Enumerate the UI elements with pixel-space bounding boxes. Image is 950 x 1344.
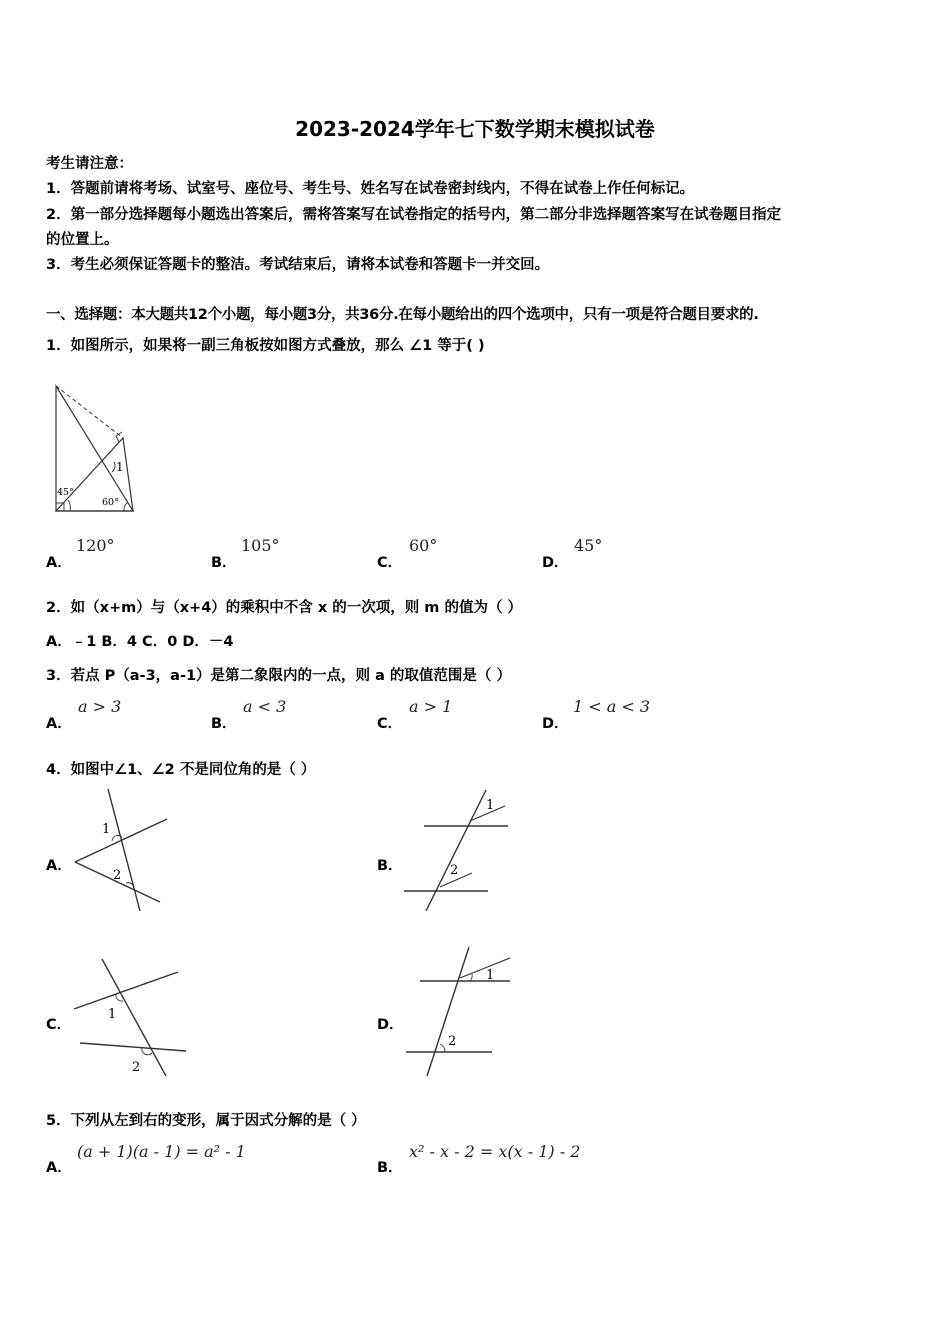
q1-angle45-arc bbox=[68, 500, 70, 511]
q2-stem: 2．如（x+m）与（x+4）的乘积中不含 x 的一次项，则 m 的值为（ ） bbox=[46, 600, 522, 616]
q4d-angle1-label: 1 bbox=[486, 968, 495, 983]
q1-option-c-value: 60° bbox=[409, 536, 438, 555]
q5-option-a-value: (a + 1)(a - 1) = a² - 1 bbox=[77, 1142, 246, 1161]
notice-item-2: 2．第一部分选择题每小题选出答案后，需将答案写在试卷指定的括号内，第二部分非选择题答案写在试卷题目指定 bbox=[46, 207, 782, 223]
q1-option-b-value: 105° bbox=[241, 536, 280, 555]
q4d-ray-1 bbox=[460, 958, 510, 978]
notice-heading: 考生请注意： bbox=[46, 156, 133, 172]
notice-item-2-cont: 的位置上。 bbox=[46, 232, 119, 248]
q4-figure-a bbox=[70, 785, 170, 915]
q3-option-c-label: C． bbox=[377, 716, 403, 732]
q1-option-d-value: 45° bbox=[574, 536, 603, 555]
q1-option-b-label: B． bbox=[211, 555, 237, 571]
q4-option-c-label: C． bbox=[46, 1017, 72, 1033]
q3-option-a-value: a > 3 bbox=[78, 697, 122, 716]
q4c-line-2 bbox=[80, 1043, 186, 1051]
q4a-transversal bbox=[108, 789, 140, 911]
q5-stem: 5．下列从左到右的变形，属于因式分解的是（ ） bbox=[46, 1113, 366, 1129]
q4b-angle2-label: 2 bbox=[450, 863, 459, 878]
q3-option-d-value: 1 < a < 3 bbox=[573, 697, 651, 716]
q4-figure-b bbox=[400, 785, 515, 915]
q4-figure-c bbox=[70, 955, 195, 1080]
q1-angle45-label: 45° bbox=[57, 487, 74, 498]
q4b-angle1-label: 1 bbox=[486, 798, 495, 813]
q4c-angle1-label: 1 bbox=[108, 1007, 117, 1022]
q2-options: A．﹣1 B．4 C．0 D．－4 bbox=[46, 634, 234, 650]
q3-option-b-value: a < 3 bbox=[243, 697, 287, 716]
q1-angle60-label: 60° bbox=[102, 497, 119, 508]
q4-figure-d bbox=[400, 944, 515, 1080]
q4a-angle1-label: 1 bbox=[102, 822, 111, 837]
q4-option-d-label: D． bbox=[377, 1017, 404, 1033]
q4a-angle2-label: 2 bbox=[113, 868, 122, 883]
q3-option-b-label: B． bbox=[211, 716, 237, 732]
q5-option-b-value: x² - x - 2 = x(x - 1) - 2 bbox=[409, 1142, 581, 1161]
notice-item-1: 1．答题前请将考场、试室号、座位号、考生号、姓名写在试卷密封线内，不得在试卷上作任何标记。 bbox=[46, 181, 695, 197]
q4c-angle2-label: 2 bbox=[132, 1060, 141, 1075]
q4a-line-1 bbox=[75, 819, 167, 862]
q4d-angle1-arc bbox=[470, 974, 472, 981]
notice-item-3: 3．考生必须保证答题卡的整洁。考试结束后，请将本试卷和答题卡一并交回。 bbox=[46, 257, 550, 273]
q3-stem: 3．若点 P（a-3，a-1）是第二象限内的一点，则 a 的取值范围是（ ） bbox=[46, 668, 511, 684]
q4-stem: 4．如图中∠1、∠2 不是同位角的是（ ） bbox=[46, 762, 316, 778]
q1-option-a-value: 120° bbox=[76, 536, 115, 555]
q4d-angle2-label: 2 bbox=[448, 1034, 457, 1049]
q4-option-a-label: A． bbox=[46, 858, 72, 874]
q1-figure bbox=[46, 378, 146, 516]
section-heading: 一、选择题：本大题共12个小题，每小题3分，共36分.在每小题给出的四个选项中，只有一项是符合题目要求的. bbox=[46, 307, 759, 323]
q1-option-c-label: C． bbox=[377, 555, 403, 571]
q5-option-a-label: A． bbox=[46, 1160, 72, 1176]
q1-option-a-label: A． bbox=[46, 555, 72, 571]
q1-angle60-arc bbox=[124, 502, 128, 511]
q3-option-d-label: D． bbox=[542, 716, 569, 732]
q3-option-c-value: a > 1 bbox=[409, 697, 453, 716]
q3-option-a-label: A． bbox=[46, 716, 72, 732]
q1-stem: 1．如图所示，如果将一副三角板按如图方式叠放，那么 ∠1 等于( ) bbox=[46, 338, 485, 354]
q1-angle1-label: 1 bbox=[116, 460, 124, 474]
q4d-transversal bbox=[427, 947, 469, 1076]
q4d-angle2-arc bbox=[440, 1044, 445, 1052]
q5-option-b-label: B． bbox=[377, 1160, 403, 1176]
q4-option-b-label: B． bbox=[377, 858, 403, 874]
q1-angle1-arc bbox=[112, 462, 115, 472]
q1-dashed-line bbox=[56, 386, 123, 438]
q1-option-d-label: D． bbox=[542, 555, 569, 571]
q4b-transversal bbox=[426, 790, 486, 911]
page-title: 2023-2024学年七下数学期末模拟试卷 bbox=[295, 117, 655, 141]
